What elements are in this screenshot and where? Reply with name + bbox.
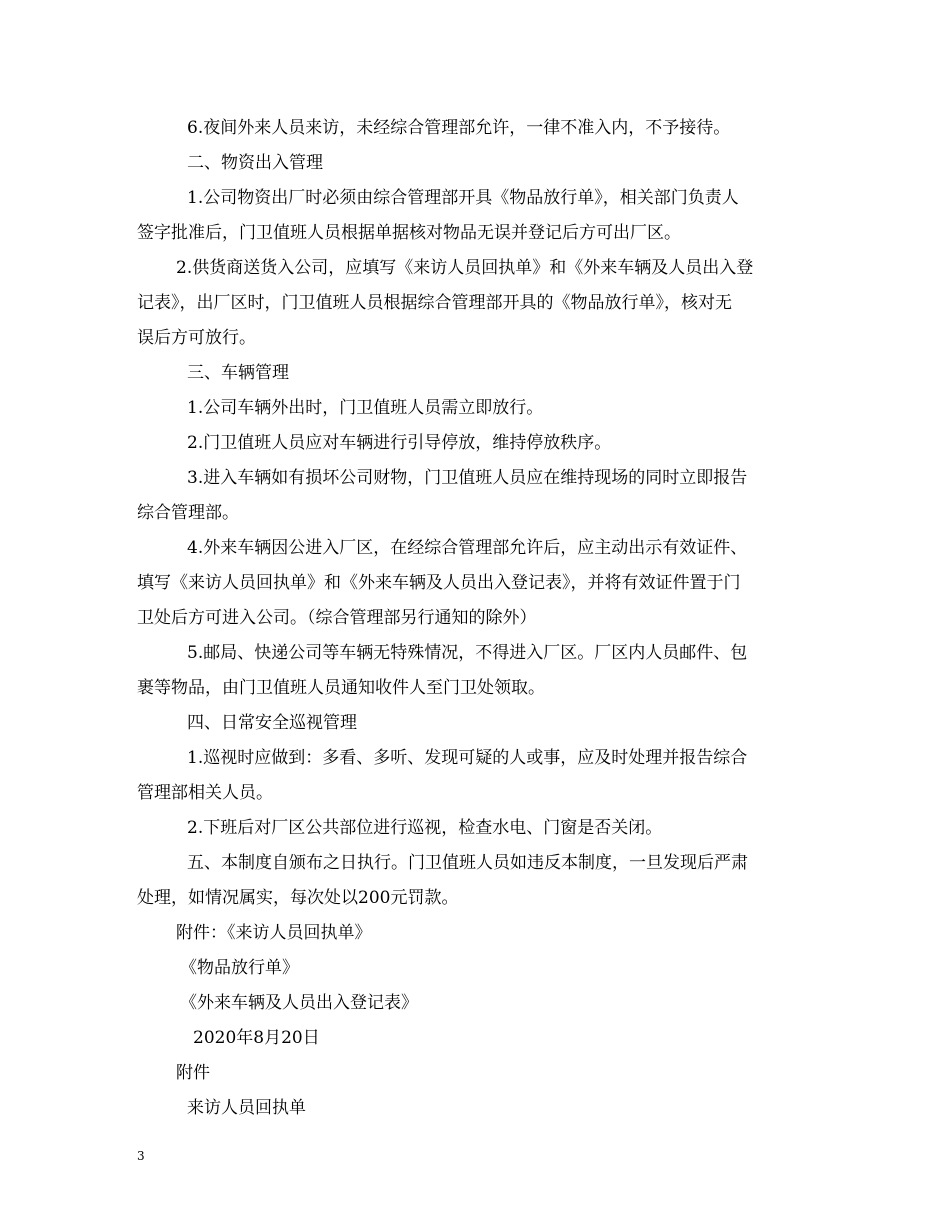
text-line-4: 签字批准后，门卫值班人员根据单据核对物品无误并登记后方可出厂区。 bbox=[137, 223, 681, 243]
attachment-list-line-3: 《外来车辆及人员出入登记表》 bbox=[180, 993, 418, 1013]
text-line-23: 处理，如情况属实，每次处以200元罚款。 bbox=[137, 888, 459, 908]
text-line-7: 误后方可放行。 bbox=[137, 328, 256, 348]
text-line-22: 五、本制度自颁布之日执行。门卫值班人员如违反本制度，一旦发现后严肃 bbox=[187, 853, 748, 873]
text-line-10: 2.门卫值班人员应对车辆进行引导停放，维持停放秩序。 bbox=[187, 433, 612, 453]
text-line-15: 卫处后方可进入公司。（综合管理部另行通知的除外） bbox=[137, 608, 537, 628]
text-line-12: 综合管理部。 bbox=[137, 503, 239, 523]
attachment-heading: 附件 bbox=[176, 1063, 210, 1083]
text-line-16: 5.邮局、快递公司等车辆无特殊情况，不得进入厂区。厂区内人员邮件、包 bbox=[187, 643, 748, 663]
text-line-3: 1.公司物资出厂时必须由综合管理部开具《物品放行单》，相关部门负责人 bbox=[187, 188, 739, 208]
text-line-20: 管理部相关人员。 bbox=[137, 783, 273, 803]
attachment-title: 来访人员回执单 bbox=[187, 1098, 306, 1118]
text-line-19: 1.巡视时应做到：多看、多听、发现可疑的人或事，应及时处理并报告综合 bbox=[187, 748, 748, 768]
text-line-6: 记表》，出厂区时，门卫值班人员根据综合管理部开具的《物品放行单》，核对无 bbox=[137, 293, 732, 313]
text-line-9: 1.公司车辆外出时，门卫值班人员需立即放行。 bbox=[187, 398, 544, 418]
text-line-21: 2.下班后对厂区公共部位进行巡视，检查水电、门窗是否关闭。 bbox=[187, 818, 663, 838]
document-date: 2020年8月20日 bbox=[193, 1028, 320, 1048]
page-number: 3 bbox=[137, 1149, 145, 1163]
section-heading-2: 二、物资出入管理 bbox=[187, 153, 323, 173]
text-line-11: 3.进入车辆如有损坏公司财物，门卫值班人员应在维持现场的同时立即报告 bbox=[187, 468, 748, 488]
text-line-5: 2.供货商送货入公司，应填写《来访人员回执单》和《外来车辆及人员出入登 bbox=[176, 258, 754, 278]
attachment-list-line-1: 附件：《来访人员回执单》 bbox=[176, 923, 372, 943]
text-line-1: 6.夜间外来人员来访，未经综合管理部允许，一律不准入内，不予接待。 bbox=[187, 118, 731, 138]
attachment-list-line-2: 《物品放行单》 bbox=[180, 958, 299, 978]
text-line-14: 填写《来访人员回执单》和《外来车辆及人员出入登记表》，并将有效证件置于门 bbox=[137, 573, 741, 593]
text-line-13: 4.外来车辆因公进入厂区，在经综合管理部允许后，应主动出示有效证件、 bbox=[187, 538, 748, 558]
text-line-17: 裹等物品，由门卫值班人员通知收件人至门卫处领取。 bbox=[137, 678, 545, 698]
section-heading-3: 三、车辆管理 bbox=[187, 363, 289, 383]
section-heading-4: 四、日常安全巡视管理 bbox=[187, 713, 357, 733]
